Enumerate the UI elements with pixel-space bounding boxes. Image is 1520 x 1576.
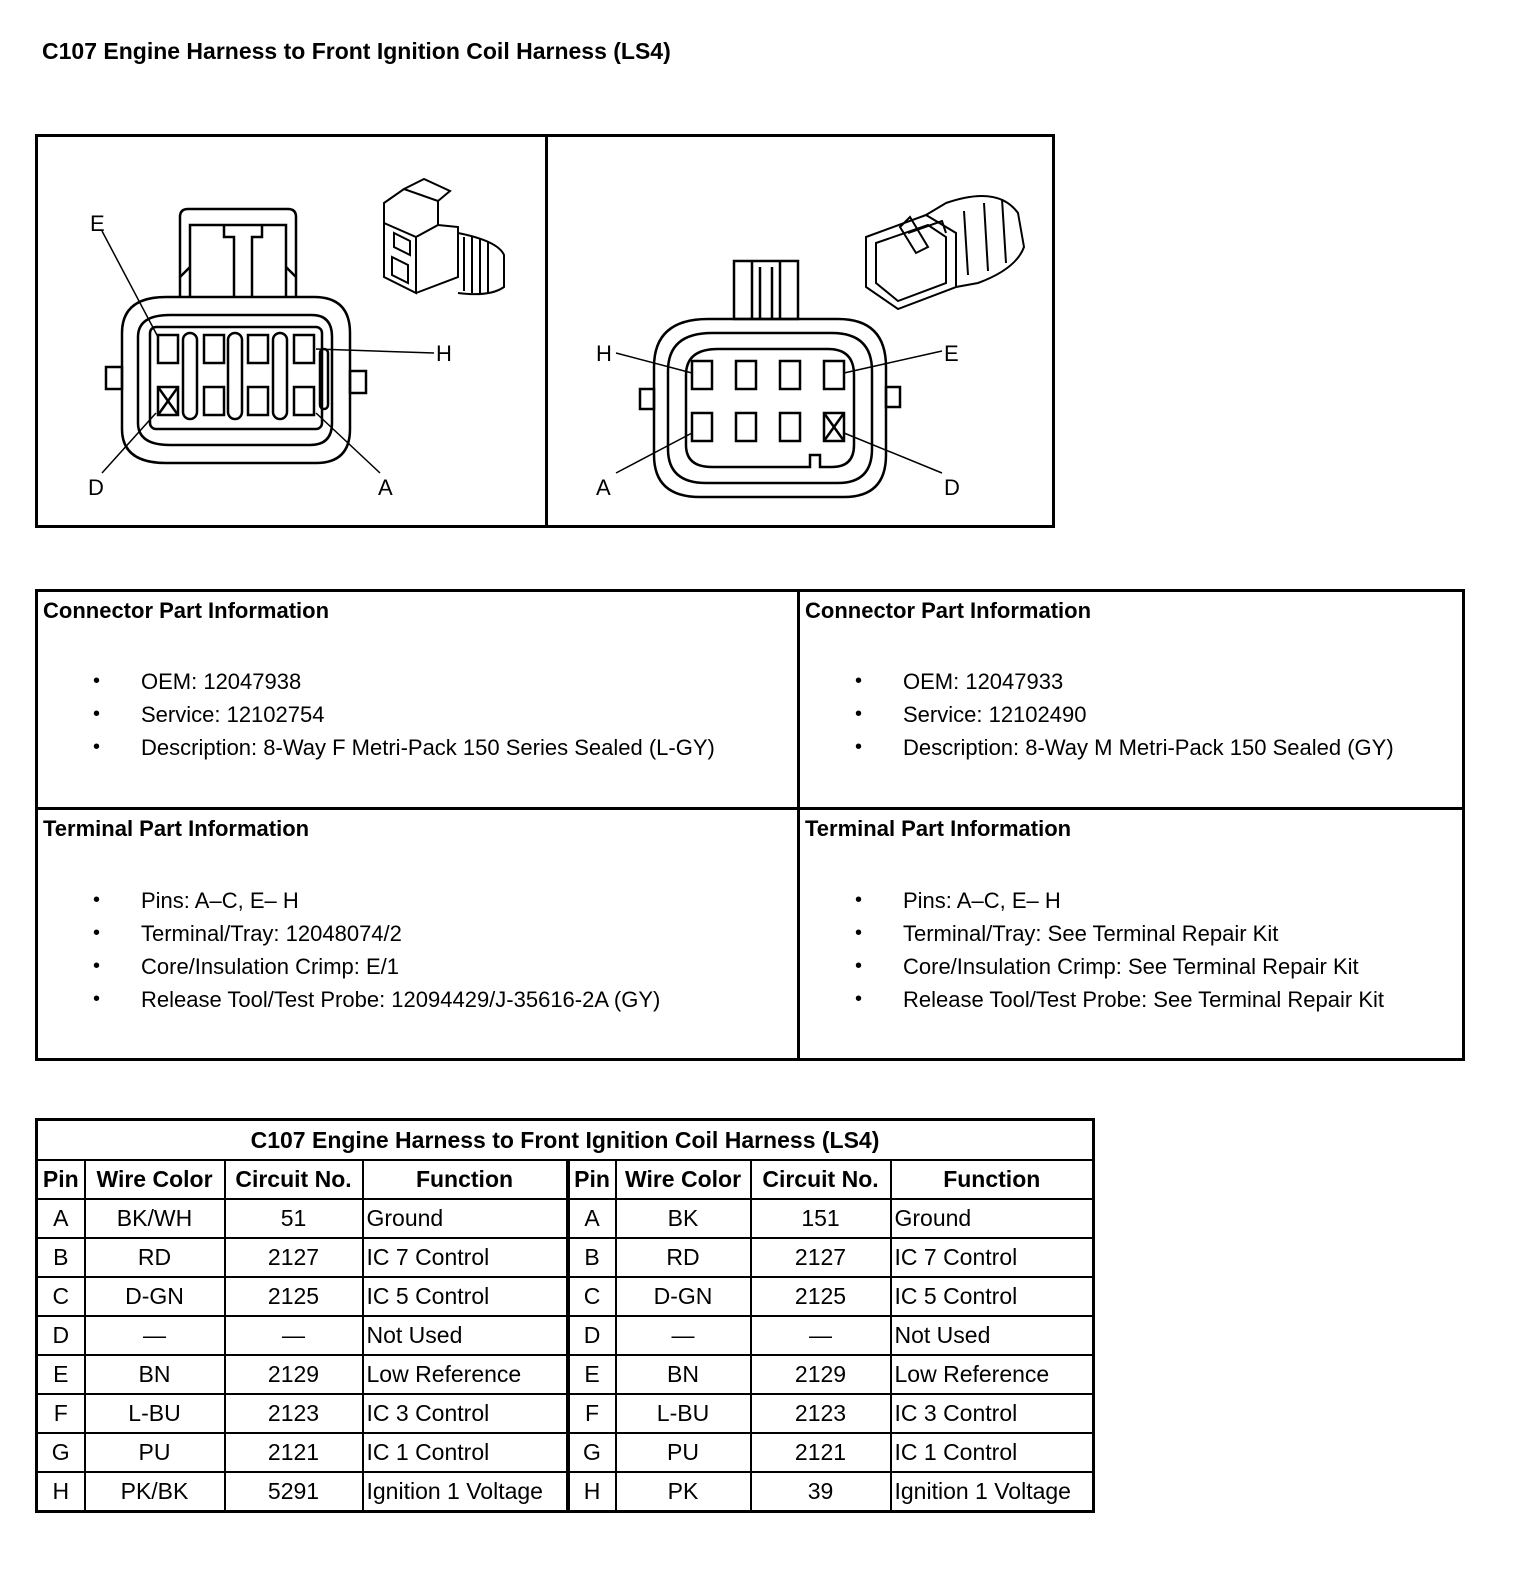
bullet-icon: •	[855, 922, 863, 944]
column-header-function: Function	[891, 1160, 1094, 1199]
bullet-icon: •	[93, 889, 101, 911]
function-cell: IC 5 Control	[363, 1277, 568, 1316]
pin-cell: D	[37, 1316, 85, 1355]
female-connector-face-diagram	[38, 137, 545, 525]
connector-seal-outline	[668, 333, 872, 483]
circuit-no-cell: 2125	[225, 1277, 363, 1316]
pin-label-a: A	[378, 475, 393, 500]
leader-line-e	[844, 351, 942, 373]
bullet-icon: •	[855, 670, 863, 692]
wire-color-cell: PU	[85, 1433, 225, 1472]
cavity-bottom-2	[204, 387, 224, 415]
wire-color-cell: PK	[616, 1472, 751, 1512]
right-terminal-part-info	[800, 810, 1462, 1058]
function-cell: IC 1 Control	[363, 1433, 568, 1472]
bullet-icon: •	[93, 922, 101, 944]
function-cell: Not Used	[891, 1316, 1094, 1355]
section-heading: Connector Part Information	[43, 598, 330, 623]
bullet-icon: •	[855, 988, 863, 1010]
bullet-list	[800, 665, 1462, 764]
function-cell: Ground	[363, 1199, 568, 1238]
section-heading: Terminal Part Information	[805, 816, 1072, 841]
function-cell: IC 5 Control	[891, 1277, 1094, 1316]
pin-cell: H	[37, 1472, 85, 1512]
bullet-icon: •	[93, 955, 101, 977]
list-item: • OEM: 12047933	[800, 665, 1462, 698]
part-information-grid	[35, 589, 1465, 1061]
wire-color-cell: —	[616, 1316, 751, 1355]
list-item: • Release Tool/Test Probe: 12094429/J-35616-2A (GY)	[38, 983, 797, 1016]
function-cell: IC 1 Control	[891, 1433, 1094, 1472]
bullet-icon: •	[93, 703, 101, 725]
wire-color-cell: L-BU	[85, 1394, 225, 1433]
column-header-pin: Pin	[568, 1160, 616, 1199]
cavity-bottom-3	[248, 387, 268, 415]
cavity-bottom-1	[692, 413, 712, 441]
cavity-bottom-3	[780, 413, 800, 441]
column-header-circuit-no: Circuit No.	[225, 1160, 363, 1199]
wire-color-cell: PK/BK	[85, 1472, 225, 1512]
pin-label-a: A	[596, 475, 611, 500]
column-header-pin: Pin	[37, 1160, 85, 1199]
pin-cell: F	[37, 1394, 85, 1433]
left-terminal-part-info	[38, 810, 797, 1058]
wire-color-cell: D-GN	[616, 1277, 751, 1316]
circuit-no-cell: 2125	[751, 1277, 891, 1316]
list-item: • Core/Insulation Crimp: E/1	[38, 950, 797, 983]
connector-housing-outline	[122, 297, 350, 463]
table-row	[37, 1394, 1094, 1433]
cavity-top-4	[824, 361, 844, 389]
cavity-top-3	[780, 361, 800, 389]
table-caption: C107 Engine Harness to Front Ignition Coil Harness (LS4)	[37, 1120, 1094, 1161]
bullet-icon: •	[93, 736, 101, 758]
list-item: • Release Tool/Test Probe: See Terminal Repair Kit	[800, 983, 1462, 1016]
section-heading: Connector Part Information	[805, 598, 1092, 623]
circuit-no-cell: 2121	[751, 1433, 891, 1472]
table-row	[37, 1238, 1094, 1277]
side-peg-right	[350, 371, 366, 393]
cavity-top-3	[248, 335, 268, 363]
wire-color-cell: BN	[85, 1355, 225, 1394]
wire-color-cell: L-BU	[616, 1394, 751, 1433]
wire-color-cell: BK	[616, 1199, 751, 1238]
circuit-no-cell: 2123	[751, 1394, 891, 1433]
function-cell: Ground	[891, 1199, 1094, 1238]
leader-line-d	[102, 413, 156, 473]
wire-color-cell: RD	[616, 1238, 751, 1277]
list-item: • Core/Insulation Crimp: See Terminal Repair Kit	[800, 950, 1462, 983]
table-header-row	[37, 1160, 1094, 1199]
cavity-bottom-2	[736, 413, 756, 441]
section-heading: Terminal Part Information	[43, 816, 310, 841]
wire-color-cell: BN	[616, 1355, 751, 1394]
pin-label-e: E	[90, 211, 105, 236]
connector-iso-thumbnail	[866, 196, 1024, 309]
function-cell: IC 3 Control	[891, 1394, 1094, 1433]
pin-cell: A	[37, 1199, 85, 1238]
list-item: • Description: 8-Way F Metri-Pack 150 Series Sealed (L-GY)	[38, 731, 797, 764]
list-item: • Description: 8-Way M Metri-Pack 150 Sealed (GY)	[800, 731, 1462, 764]
pin-label-h: H	[596, 341, 612, 366]
leader-line-h	[316, 349, 434, 353]
connector-iso-thumbnail	[384, 179, 504, 294]
wire-color-cell: —	[85, 1316, 225, 1355]
cavity-top-4	[294, 335, 314, 363]
left-connector-part-info	[38, 592, 797, 807]
pin-cell: H	[568, 1472, 616, 1512]
wire-color-cell: RD	[85, 1238, 225, 1277]
male-connector-face-diagram	[548, 137, 1052, 525]
column-header-circuit-no: Circuit No.	[751, 1160, 891, 1199]
wire-color-cell: BK/WH	[85, 1199, 225, 1238]
circuit-no-cell: 2123	[225, 1394, 363, 1433]
bullet-icon: •	[855, 703, 863, 725]
cavity-top-1	[158, 335, 178, 363]
pin-label-e: E	[944, 341, 959, 366]
list-item: • Pins: A–C, E– H	[38, 884, 797, 917]
cavity-top-2	[736, 361, 756, 389]
column-header-wire-color: Wire Color	[85, 1160, 225, 1199]
page-title: C107 Engine Harness to Front Ignition Coil Harness (LS4)	[42, 38, 671, 64]
pinout-table	[35, 1118, 1095, 1513]
circuit-no-cell: 2129	[751, 1355, 891, 1394]
side-peg-right	[886, 387, 900, 407]
connector-lock-tab	[180, 209, 296, 297]
table-row	[37, 1355, 1094, 1394]
pin-cell: F	[568, 1394, 616, 1433]
pin-cell: G	[37, 1433, 85, 1472]
cavity-top-2	[204, 335, 224, 363]
bullet-list	[38, 665, 797, 764]
connector-diagrams	[35, 134, 1055, 528]
table-row	[37, 1433, 1094, 1472]
list-item: • Service: 12102490	[800, 698, 1462, 731]
bullet-icon: •	[93, 988, 101, 1010]
function-cell: IC 3 Control	[363, 1394, 568, 1433]
circuit-no-cell: 151	[751, 1199, 891, 1238]
leader-line-a	[316, 413, 380, 473]
bullet-icon: •	[855, 736, 863, 758]
circuit-no-cell: 5291	[225, 1472, 363, 1512]
table-row	[37, 1316, 1094, 1355]
cavity-bottom-4	[294, 387, 314, 415]
table-row	[37, 1277, 1094, 1316]
pin-cell: D	[568, 1316, 616, 1355]
list-item: • Terminal/Tray: See Terminal Repair Kit	[800, 917, 1462, 950]
list-item: • Service: 12102754	[38, 698, 797, 731]
pin-label-d: D	[88, 475, 104, 500]
side-peg-left	[640, 389, 654, 409]
list-item: • Terminal/Tray: 12048074/2	[38, 917, 797, 950]
function-cell: Ignition 1 Voltage	[363, 1472, 568, 1512]
connector-housing-outline	[654, 319, 886, 497]
pin-cell: G	[568, 1433, 616, 1472]
function-cell: IC 7 Control	[891, 1238, 1094, 1277]
circuit-no-cell: —	[751, 1316, 891, 1355]
pin-cell: B	[568, 1238, 616, 1277]
right-connector-part-info	[800, 592, 1462, 807]
wire-color-cell: D-GN	[85, 1277, 225, 1316]
circuit-no-cell: 2127	[225, 1238, 363, 1277]
function-cell: IC 7 Control	[363, 1238, 568, 1277]
pin-cell: E	[37, 1355, 85, 1394]
cavity-top-1	[692, 361, 712, 389]
list-item: • OEM: 12047938	[38, 665, 797, 698]
pin-label-d: D	[944, 475, 960, 500]
leader-line-d	[844, 433, 942, 473]
pin-cell: B	[37, 1238, 85, 1277]
table-body	[37, 1199, 1094, 1512]
circuit-no-cell: 2129	[225, 1355, 363, 1394]
table-caption-row	[37, 1120, 1094, 1161]
function-cell: Low Reference	[363, 1355, 568, 1394]
column-header-wire-color: Wire Color	[616, 1160, 751, 1199]
side-peg-left	[106, 367, 122, 389]
pin-cell: C	[37, 1277, 85, 1316]
table-row	[37, 1199, 1094, 1238]
leader-line-e	[102, 231, 158, 337]
circuit-no-cell: 39	[751, 1472, 891, 1512]
pin-label-h: H	[436, 341, 452, 366]
wire-color-cell: PU	[616, 1433, 751, 1472]
bullet-icon: •	[93, 670, 101, 692]
bullet-icon: •	[855, 889, 863, 911]
circuit-no-cell: 2127	[751, 1238, 891, 1277]
bullet-list	[800, 884, 1462, 1016]
column-header-function: Function	[363, 1160, 568, 1199]
circuit-no-cell: —	[225, 1316, 363, 1355]
function-cell: Ignition 1 Voltage	[891, 1472, 1094, 1512]
circuit-no-cell: 51	[225, 1199, 363, 1238]
pin-cell: E	[568, 1355, 616, 1394]
function-cell: Not Used	[363, 1316, 568, 1355]
connector-lock-tab	[734, 261, 798, 319]
pin-cell: C	[568, 1277, 616, 1316]
table-row	[37, 1472, 1094, 1512]
pin-cell: A	[568, 1199, 616, 1238]
list-item: • Pins: A–C, E– H	[800, 884, 1462, 917]
function-cell: Low Reference	[891, 1355, 1094, 1394]
bullet-list	[38, 884, 797, 1016]
circuit-no-cell: 2121	[225, 1433, 363, 1472]
bullet-icon: •	[855, 955, 863, 977]
